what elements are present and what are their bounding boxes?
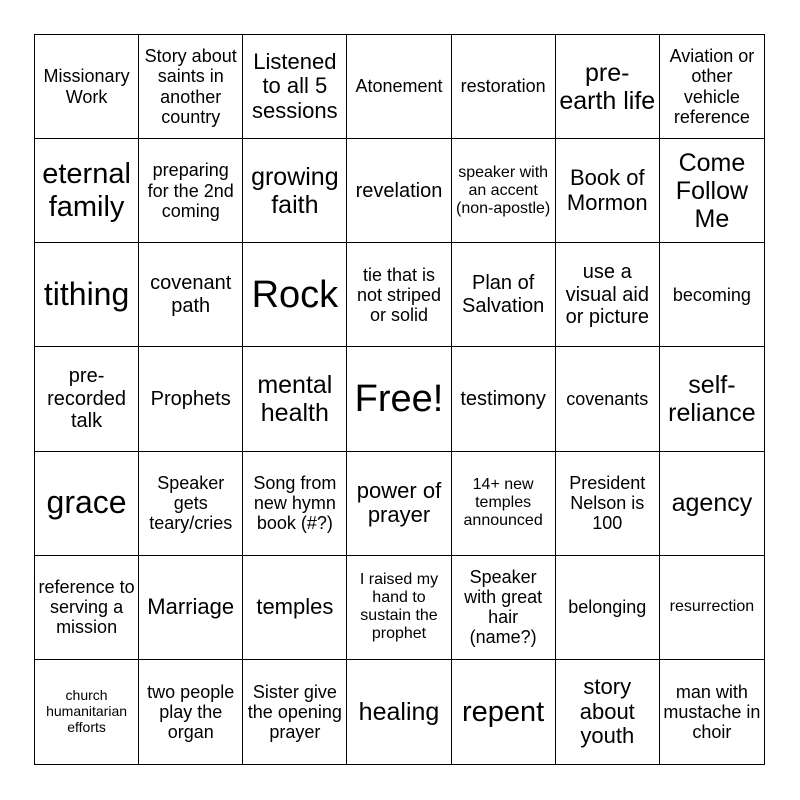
bingo-cell[interactable]: resurrection	[660, 556, 764, 660]
bingo-cell[interactable]: Missionary Work	[35, 35, 139, 139]
bingo-cell[interactable]: Story about saints in another country	[139, 35, 243, 139]
bingo-cell[interactable]: Plan of Salvation	[452, 243, 556, 347]
bingo-cell[interactable]: President Nelson is 100	[556, 452, 660, 556]
bingo-cell[interactable]: eternal family	[35, 139, 139, 243]
bingo-cell[interactable]: 14+ new temples announced	[452, 452, 556, 556]
bingo-cell[interactable]: preparing for the 2nd coming	[139, 139, 243, 243]
bingo-cell[interactable]: I raised my hand to sustain the prophet	[347, 556, 451, 660]
bingo-cell[interactable]: temples	[243, 556, 347, 660]
bingo-cell[interactable]: covenant path	[139, 243, 243, 347]
bingo-cell[interactable]: Book of Mormon	[556, 139, 660, 243]
bingo-cell[interactable]: Marriage	[139, 556, 243, 660]
bingo-cell[interactable]: Song from new hymn book (#?)	[243, 452, 347, 556]
bingo-cell[interactable]: pre-earth life	[556, 35, 660, 139]
free-space-cell[interactable]: Free!	[347, 347, 451, 451]
bingo-cell[interactable]: pre-recorded talk	[35, 347, 139, 451]
bingo-cell[interactable]: man with mustache in choir	[663, 681, 761, 742]
bingo-cell[interactable]: grace	[35, 452, 139, 556]
bingo-cell[interactable]: self-reliance	[660, 347, 764, 451]
bingo-cell[interactable]: Aviation or other vehicle reference	[660, 35, 764, 139]
bingo-cell[interactable]: Speaker gets teary/cries	[139, 452, 243, 556]
bingo-cell[interactable]: Come Follow Me	[660, 139, 764, 243]
bingo-cell[interactable]: testimony	[452, 347, 556, 451]
bingo-cell[interactable]: Listened to all 5 sessions	[243, 35, 347, 139]
bingo-cell[interactable]: Speaker with great hair (name?)	[452, 556, 556, 660]
bingo-cell[interactable]: Sister give the opening prayer	[243, 660, 347, 764]
bingo-cell[interactable]: healing	[347, 660, 451, 764]
bingo-cell[interactable]: story about youth	[556, 660, 660, 764]
bingo-cell[interactable]: repent	[452, 660, 556, 764]
bingo-cell[interactable]: tie that is not striped or solid	[347, 243, 451, 347]
bingo-board	[34, 34, 765, 765]
bingo-cell[interactable]: speaker with an accent (non-apostle)	[452, 139, 556, 243]
bingo-cell[interactable]: restoration	[452, 35, 556, 139]
bingo-cell[interactable]: Prophets	[139, 347, 243, 451]
bingo-cell[interactable]: becoming	[660, 243, 764, 347]
bingo-cell[interactable]: covenants	[556, 347, 660, 451]
bingo-cell[interactable]: growing faith	[243, 139, 347, 243]
bingo-cell[interactable]: church humanitarian efforts	[35, 660, 139, 764]
bingo-cell[interactable]: reference to serving a mission	[35, 556, 139, 660]
bingo-cell[interactable]: Atonement	[347, 35, 451, 139]
bingo-cell[interactable]: mental health	[243, 347, 347, 451]
bingo-cell[interactable]: revelation	[347, 139, 451, 243]
bingo-cell[interactable]: two people play the organ	[139, 660, 243, 764]
bingo-cell[interactable]: belonging	[556, 556, 660, 660]
bingo-cell[interactable]: agency	[660, 452, 764, 556]
bingo-cell[interactable]: tithing	[35, 243, 139, 347]
bingo-cell[interactable]: power of prayer	[347, 452, 451, 556]
bingo-cell[interactable]: use a visual aid or picture	[556, 243, 660, 347]
bingo-cell[interactable]: Rock	[243, 243, 347, 347]
